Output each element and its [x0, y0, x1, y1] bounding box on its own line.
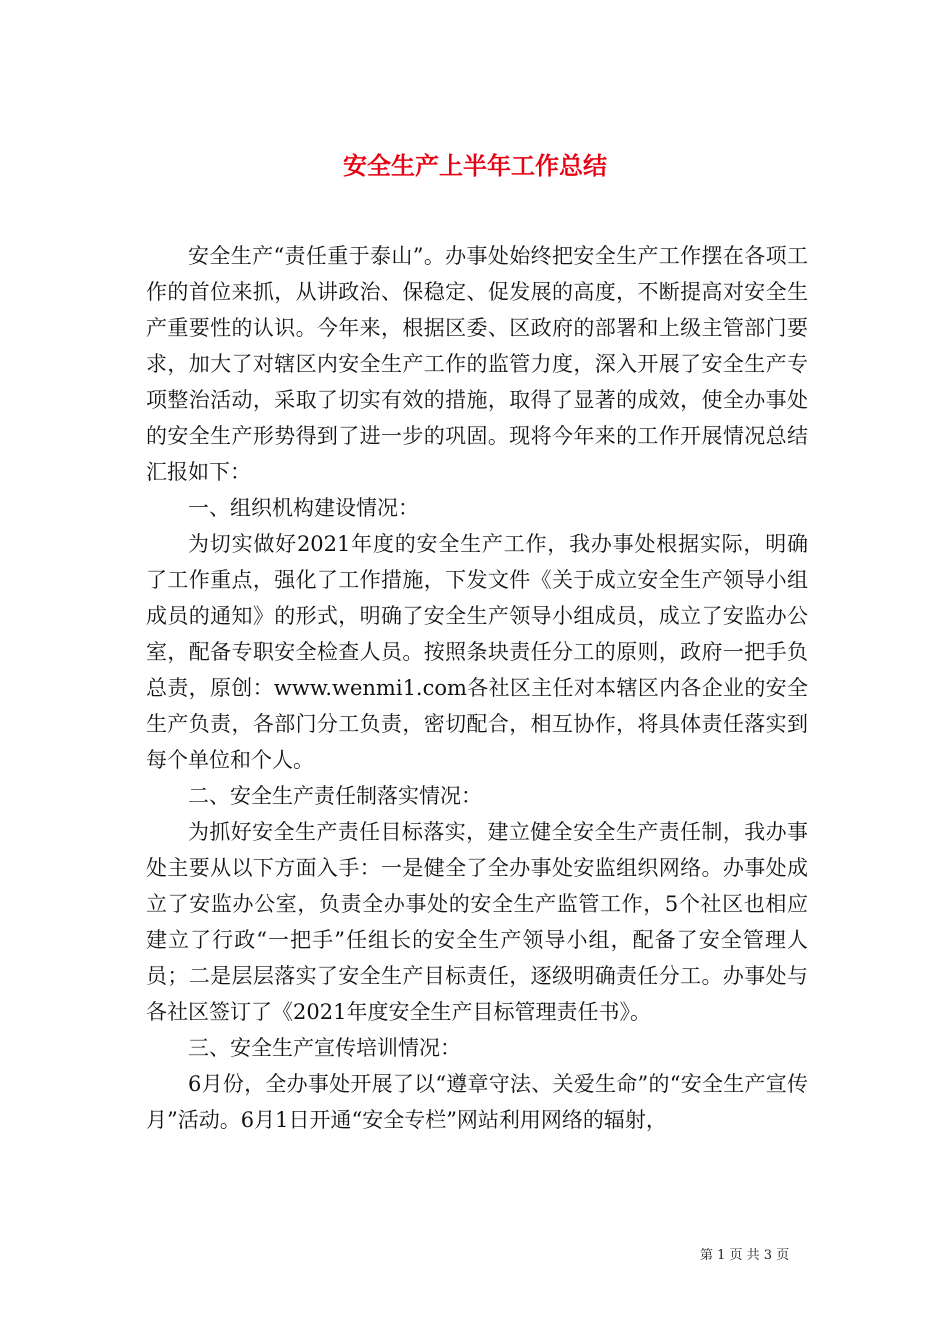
paragraph-intro: 安全生产“责任重于泰山”。办事处始终把安全生产工作摆在各项工作的首位来抓，从讲政治、保稳定、促发展的高度，不断提高对安全生产重要性的认识。今年来，根据区委、区政府的部署和上级主管部门要求，加大了对辖区内安全生产工作的监管力度，深入开展了安全生产专项整治活动，采取了切实有效的措施，取得了显著的成效，使全办事处的安全生产形势得到了进一步的巩固。现将今年来的工作开展情况总结汇报如下：: [146, 244, 808, 484]
section-heading-1: 一、组织机构建设情况：: [188, 496, 419, 520]
paragraph-section-1: 为切实做好2021年度的安全生产工作，我办事处根据实际，明确了工作重点，强化了工作措施，下发文件《关于成立安全生产领导小组成员的通知》的形式，明确了安全生产领导小组成员，成立了安监办公室，配备专职安全检查人员。按照条块责任分工的原则，政府一把手负总责，原创：www.wenmi1.com各社区主任对本辖区内各企业的安全生产负责，各部门分工负责，密切配合，相互协作，将具体责任落实到每个单位和个人。: [146, 532, 808, 772]
paragraph-section-2: 为抓好安全生产责任目标落实，建立健全安全生产责任制，我办事处主要从以下方面入手：一是健全了全办事处安监组织网络。办事处成立了安监办公室，负责全办事处的安全生产监管工作，5个社区也相应建立了行政“一把手”任组长的安全生产领导小组，配备了安全管理人员；二是层层落实了安全生产目标责任，逐级明确责任分工。办事处与各社区签订了《2021年度安全生产目标管理责任书》。: [146, 820, 808, 1024]
section-heading-2: 二、安全生产责任制落实情况：: [188, 784, 482, 808]
page-number: 第 1 页 共 3 页: [700, 1248, 790, 1263]
section-heading-3: 三、安全生产宣传培训情况：: [188, 1036, 461, 1060]
paragraph-section-3: 6月份，全办事处开展了以“遵章守法、关爱生命”的“安全生产宣传月”活动。6月1日开通“安全专栏”网站利用网络的辐射，: [146, 1072, 808, 1132]
document-title: 安全生产上半年工作总结: [343, 152, 607, 181]
document-body: [146, 238, 808, 1138]
